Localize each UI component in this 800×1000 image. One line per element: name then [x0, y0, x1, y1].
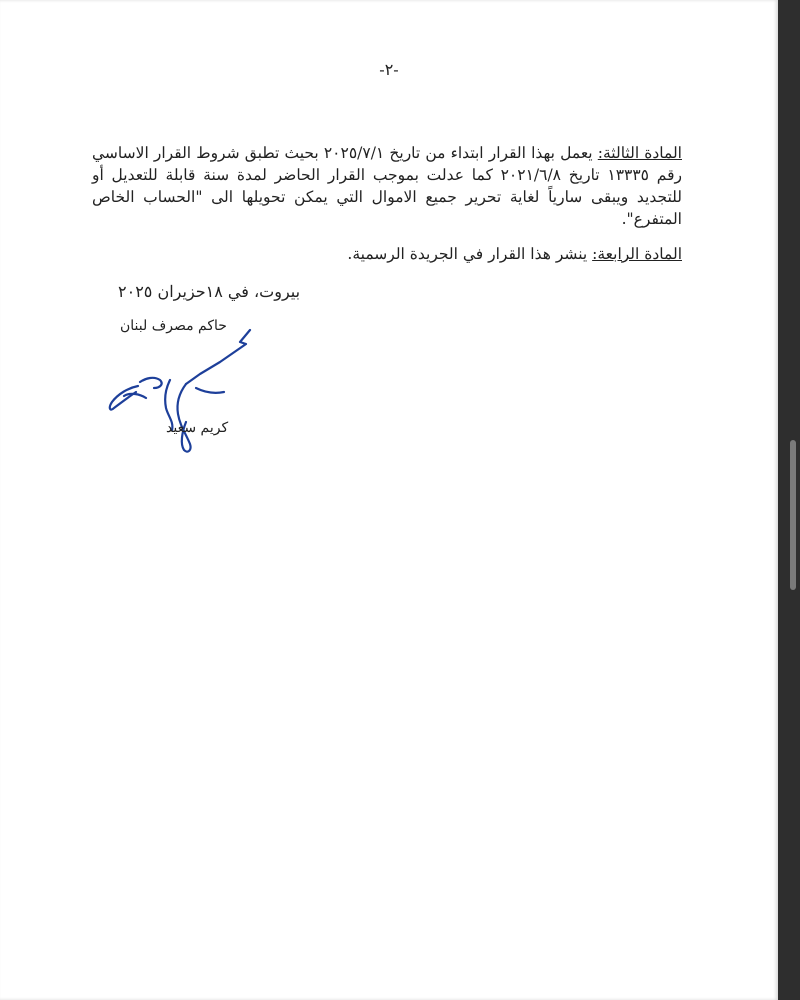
article-four-label: المادة الرابعة: [592, 245, 682, 263]
vertical-scrollbar[interactable] [778, 0, 800, 1000]
article-three-label: المادة الثالثة: [597, 144, 682, 162]
governor-title: حاكم مصرف لبنان [120, 318, 227, 334]
signature-icon [100, 322, 260, 462]
page-number: -٢- [379, 60, 399, 79]
article-four-text: ينشر هذا القرار في الجريدة الرسمية. [347, 245, 588, 263]
article-four [92, 243, 682, 265]
scrollbar-thumb[interactable] [790, 440, 796, 590]
signer-name: كريم سعيد [166, 420, 229, 436]
date-line: بيروت، في ١٨حزيران ٢٠٢٥ [118, 282, 301, 301]
article-three-text: يعمل بهذا القرار ابتداء من تاريخ ٢٠٢٥/٧/١ بحيث تطبق شروط القرار الاساسي رقم ١٣٣٣٥ تاريخ ٢٠٢١/٦/٨ كما عدلت بموجب القرار الحاضر لمدة سنة قابلة للتعديل أو للتجديد ويبقى سارياً لغاية تحرير جميع الاموال التي يمكن تحويلها الى "الحساب الخاص المتفرع". [92, 144, 682, 228]
article-three [92, 142, 682, 230]
